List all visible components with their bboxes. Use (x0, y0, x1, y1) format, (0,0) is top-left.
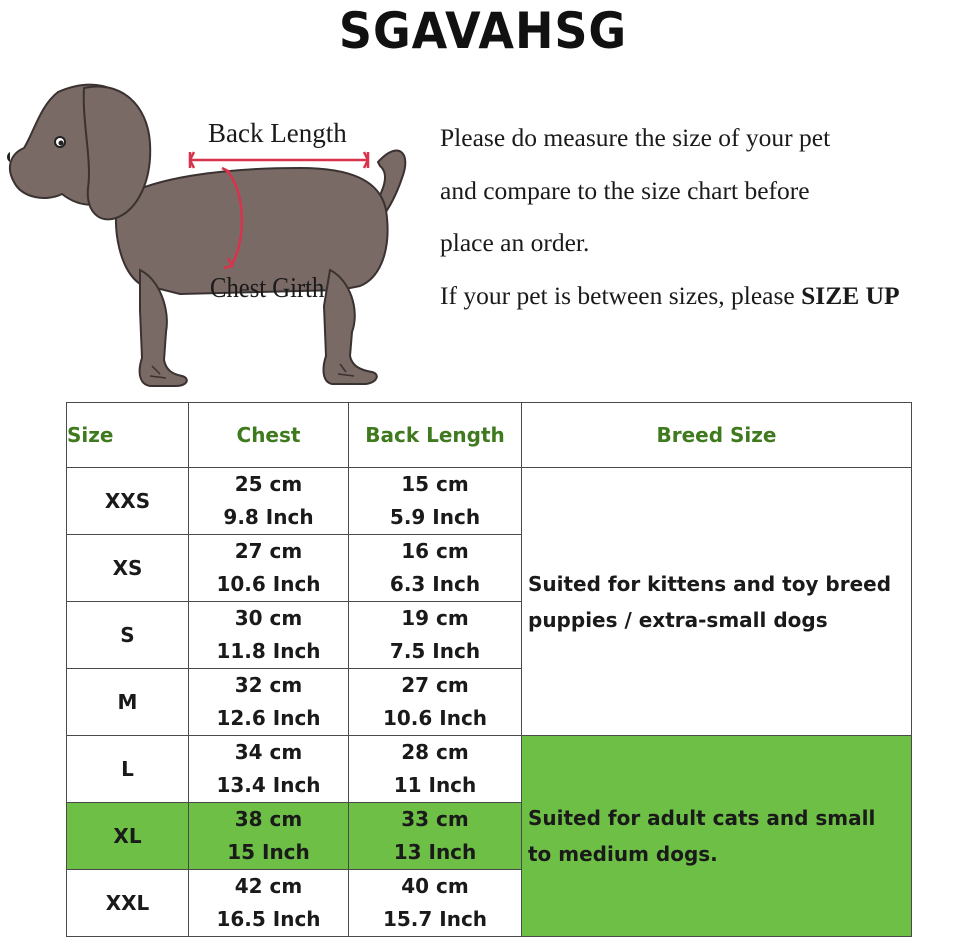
back-cell (349, 736, 522, 803)
chest-cell (189, 803, 349, 870)
chest-inch: 9.8 Inch (223, 505, 314, 529)
back-cell (349, 803, 522, 870)
back-inch: 10.6 Inch (382, 706, 488, 730)
table-row (67, 468, 912, 535)
back-inch: 15.7 Inch (382, 907, 488, 931)
chest-cm: 25 cm (234, 472, 303, 496)
back-cm: 33 cm (401, 807, 469, 831)
back-cell (349, 602, 522, 669)
size-cell: S (67, 602, 189, 669)
size-chart-table (66, 402, 912, 937)
size-cell: XS (67, 535, 189, 602)
header-chest: Chest (189, 403, 349, 468)
back-cm: 19 cm (401, 606, 469, 630)
chest-inch: 10.6 Inch (216, 572, 321, 596)
breed-small-cell: Suited for kittens and toy breed puppies / extra-small dogs (522, 468, 912, 736)
back-cm: 28 cm (401, 740, 469, 764)
back-cm: 15 cm (401, 472, 469, 496)
chest-cell (189, 602, 349, 669)
measurement-note (440, 112, 966, 322)
chest-cm: 30 cm (234, 606, 303, 630)
chest-cm: 27 cm (234, 539, 303, 563)
chest-cell (189, 736, 349, 803)
header-breed-size: Breed Size (522, 403, 912, 468)
back-cell (349, 468, 522, 535)
chest-cm: 42 cm (234, 874, 303, 898)
size-cell: XL (67, 803, 189, 870)
size-cell: XXS (67, 468, 189, 535)
back-length-label: Back Length (208, 118, 347, 148)
breed-large-cell: Suited for adult cats and small to medium dogs. (522, 736, 912, 937)
chest-cell (189, 535, 349, 602)
back-cell (349, 870, 522, 937)
table-header-row (67, 403, 912, 468)
back-cm: 16 cm (401, 539, 469, 563)
back-cm: 27 cm (401, 673, 469, 697)
chest-inch: 13.4 Inch (216, 773, 321, 797)
size-up-line (440, 270, 966, 323)
chest-inch: 12.6 Inch (216, 706, 321, 730)
back-cell (349, 669, 522, 736)
back-inch: 13 Inch (393, 840, 477, 864)
chest-cm: 32 cm (234, 673, 303, 697)
chest-cell (189, 468, 349, 535)
chest-cm: 34 cm (234, 740, 303, 764)
note-line: place an order. (440, 228, 590, 257)
brand-title: SGAVAHSG (338, 2, 628, 60)
back-inch: 6.3 Inch (389, 572, 481, 596)
back-inch: 7.5 Inch (389, 639, 481, 663)
chest-inch: 15 Inch (227, 840, 310, 864)
chest-inch: 11.8 Inch (216, 639, 321, 663)
back-cm: 40 cm (401, 874, 469, 898)
size-cell: L (67, 736, 189, 803)
header-size: Size (67, 403, 189, 468)
back-cell (349, 535, 522, 602)
back-inch: 5.9 Inch (389, 505, 481, 529)
chest-inch: 16.5 Inch (216, 907, 321, 931)
size-up-emphasis: SIZE UP (801, 280, 900, 310)
back-inch: 11 Inch (393, 773, 477, 797)
header-back-length: Back Length (349, 403, 522, 468)
table-row (67, 736, 912, 803)
size-cell: M (67, 669, 189, 736)
size-up-prefix: If your pet is between sizes, please (440, 280, 802, 310)
note-line: and compare to the size chart before (440, 175, 810, 205)
chest-girth-label: Chest Girth (210, 272, 325, 304)
size-cell: XXL (67, 870, 189, 937)
note-line: Please do measure the size of your pet (440, 123, 831, 152)
chest-cell (189, 669, 349, 736)
chest-cm: 38 cm (234, 807, 303, 831)
chest-cell (189, 870, 349, 937)
